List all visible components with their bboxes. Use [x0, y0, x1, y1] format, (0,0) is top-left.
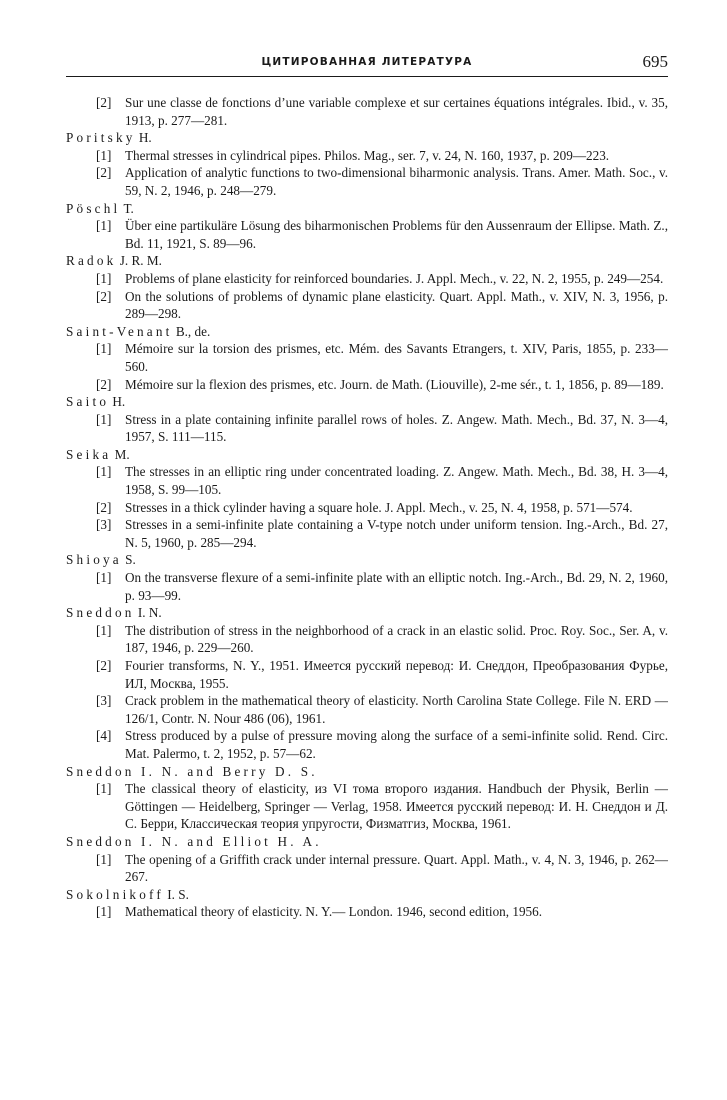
- reference-entry: [66, 851, 668, 886]
- author-initials: B., de.: [175, 323, 211, 339]
- reference-text: Thermal stresses in cylindrical pipes. Philos. Mag., ser. 7, v. 24, N. 160, 1937, p. 209—223.: [125, 147, 610, 163]
- reference-entry: [66, 569, 668, 604]
- reference-entry: [66, 903, 668, 921]
- bibliography-list: [66, 94, 668, 921]
- author-heading: [66, 393, 668, 411]
- reference-number: [2]: [96, 288, 112, 304]
- reference-number: [1]: [96, 622, 112, 638]
- reference-text: Sur une classe de fonctions d’une variable complexe et sur certaines équations intégrales. Ibid., v. 35, 1913, p. 277—281.: [125, 95, 668, 128]
- reference-text: The classical theory of elasticity, из VI тома второго издания. Handbuch der Physik, Berlin — Göttingen — Heidelberg, Springer — Verlag, 1958. Имеется русский перевод: И. Н. Снеддон и Д. С. Берри, Классическая теория упругости, Физматгиз, Москва, 1961.: [125, 781, 668, 832]
- author-name: Pöschl: [66, 200, 121, 216]
- author-initials: H.: [112, 394, 126, 410]
- reference-entry: [66, 217, 668, 252]
- reference-number: [1]: [96, 270, 112, 286]
- author-name: Sneddon: [66, 605, 135, 621]
- reference-entry: [66, 376, 668, 394]
- reference-entry: [66, 780, 668, 833]
- reference-entry: [66, 288, 668, 323]
- author-name: Poritsky: [66, 130, 136, 146]
- page-number: 695: [642, 52, 668, 71]
- reference-text: The opening of a Griffith crack under internal pressure. Quart. Appl. Math., v. 4, N. 3, 1946, p. 262—267.: [125, 851, 668, 885]
- author-heading: [66, 551, 668, 569]
- reference-entry: [66, 411, 668, 446]
- author-name: Saint-Venant: [66, 323, 173, 339]
- author-name: Seika: [66, 446, 112, 462]
- reference-text: Mathematical theory of elasticity. N. Y.— London. 1946, second edition, 1956.: [125, 904, 543, 920]
- reference-text: Stresses in a thick cylinder having a square hole. J. Appl. Mech., v. 25, N. 4, 1958, p. 571—574.: [125, 499, 633, 515]
- author-name: Saito: [66, 394, 110, 410]
- reference-text: On the solutions of problems of dynamic plane elasticity. Quart. Appl. Math., v. XIV, N. 3, 1956, p. 289—298.: [125, 288, 668, 322]
- author-initials: I. S.: [167, 886, 189, 902]
- reference-text: Stress in a plate containing infinite parallel rows of holes. Z. Angew. Math. Mech., Bd. 37, N. 3—4, 1957, S. 111—115.: [125, 411, 668, 445]
- reference-entry: [66, 94, 668, 129]
- reference-text: Fourier transforms, N. Y., 1951. Имеется русский перевод: И. Снеддон, Преобразования Фурье, ИЛ, Москва, 1955.: [125, 658, 668, 691]
- reference-number: [1]: [96, 218, 112, 234]
- reference-number: [3]: [96, 693, 112, 709]
- reference-text: Mémoire sur la flexion des prismes, etc. Journ. de Math. (Liouville), 2-me sér., t. 1, 1856, p. 89—189.: [125, 376, 664, 392]
- author-initials: T.: [123, 200, 134, 216]
- reference-text: Problems of plane elasticity for reinforced boundaries. J. Appl. Mech., v. 22, N. 2, 1955, p. 249—254.: [125, 270, 664, 286]
- author-heading: [66, 833, 668, 851]
- author-name: Sneddon I. N. and Berry D. S.: [66, 763, 318, 779]
- reference-number: [2]: [96, 658, 112, 673]
- reference-entry: [66, 340, 668, 375]
- author-heading: [66, 200, 668, 218]
- reference-entry: [66, 516, 668, 551]
- reference-text: Application of analytic functions to two-dimensional biharmonic analysis. Trans. Amer. Math. Soc., v. 59, N. 2, 1946, p. 248—279.: [125, 165, 668, 198]
- reference-number: [2]: [96, 165, 112, 181]
- author-name: Sneddon I. N. and Elliot H. A.: [66, 833, 322, 849]
- author-heading: [66, 129, 668, 147]
- author-heading: [66, 886, 668, 904]
- reference-text: The distribution of stress in the neighborhood of a crack in an elastic solid. Proc. Roy. Soc., Ser. A, v. 187, 1946, p. 229—260.: [125, 622, 668, 656]
- running-header: [66, 50, 668, 77]
- reference-entry: [66, 622, 668, 657]
- reference-entry: [66, 692, 668, 727]
- author-heading: [66, 252, 668, 270]
- reference-number: [1]: [96, 464, 112, 480]
- author-heading: [66, 446, 668, 464]
- reference-text: On the transverse flexure of a semi-infinite plate with an elliptic notch. Ing.-Arch., Bd. 29, N. 2, 1960, p. 93—99.: [125, 570, 668, 603]
- reference-number: [4]: [96, 728, 112, 744]
- author-initials: M.: [114, 446, 130, 462]
- reference-text: Stress produced by a pulse of pressure moving along the surface of a semi-infinite solid. Rend. Circ. Mat. Palermo, t. 2, 1952, p. 57—62.: [125, 728, 668, 761]
- reference-text: Über eine partikuläre Lösung des biharmonischen Problems für den Aussenraum der Ellipse. Math. Z., Bd. 11, 1921, S. 89—96.: [125, 218, 668, 251]
- author-initials: S.: [125, 552, 136, 568]
- author-name: Sokolnikoff: [66, 886, 164, 902]
- author-name: Radok: [66, 253, 117, 269]
- reference-number: [2]: [96, 376, 112, 392]
- author-initials: J. R. M.: [119, 253, 162, 269]
- reference-number: [1]: [96, 341, 112, 357]
- reference-entry: [66, 164, 668, 199]
- reference-entry: [66, 147, 668, 165]
- reference-number: [3]: [96, 517, 112, 533]
- reference-entry: [66, 499, 668, 517]
- author-heading: [66, 323, 668, 341]
- reference-text: The stresses in an elliptic ring under concentrated loading. Z. Angew. Math. Mech., Bd. 38, H. 3—4, 1958, S. 99—105.: [125, 464, 668, 498]
- reference-number: [1]: [96, 570, 112, 586]
- reference-entry: [66, 657, 668, 692]
- reference-number: [1]: [96, 851, 112, 867]
- reference-entry: [66, 463, 668, 498]
- reference-number: [2]: [96, 95, 112, 110]
- reference-number: [2]: [96, 499, 112, 515]
- reference-entry: [66, 270, 668, 288]
- reference-text: Stresses in a semi-infinite plate containing a V-type notch under uniform tension. Ing.-Arch., Bd. 27, N. 5, 1960, p. 285—294.: [125, 517, 668, 550]
- author-heading: [66, 604, 668, 622]
- author-name: Shioya: [66, 552, 122, 568]
- reference-text: Mémoire sur la torsion des prismes, etc. Mém. des Savants Etrangers, t. XIV, Paris, 1855, p. 233—560.: [125, 341, 668, 374]
- author-initials: H.: [138, 130, 152, 146]
- author-initials: I. N.: [137, 605, 162, 621]
- reference-number: [1]: [96, 411, 112, 427]
- header-title: ЦИТИРОВАННАЯ ЛИТЕРАТУРА: [261, 56, 473, 68]
- reference-number: [1]: [96, 781, 112, 797]
- reference-text: Crack problem in the mathematical theory of elasticity. North Carolina State College. File N. ERD — 126/1, Contr. N. Nour 486 (06), 1961.: [125, 693, 668, 726]
- reference-entry: [66, 727, 668, 762]
- reference-number: [1]: [96, 904, 112, 920]
- reference-number: [1]: [96, 147, 112, 163]
- author-heading: [66, 763, 668, 781]
